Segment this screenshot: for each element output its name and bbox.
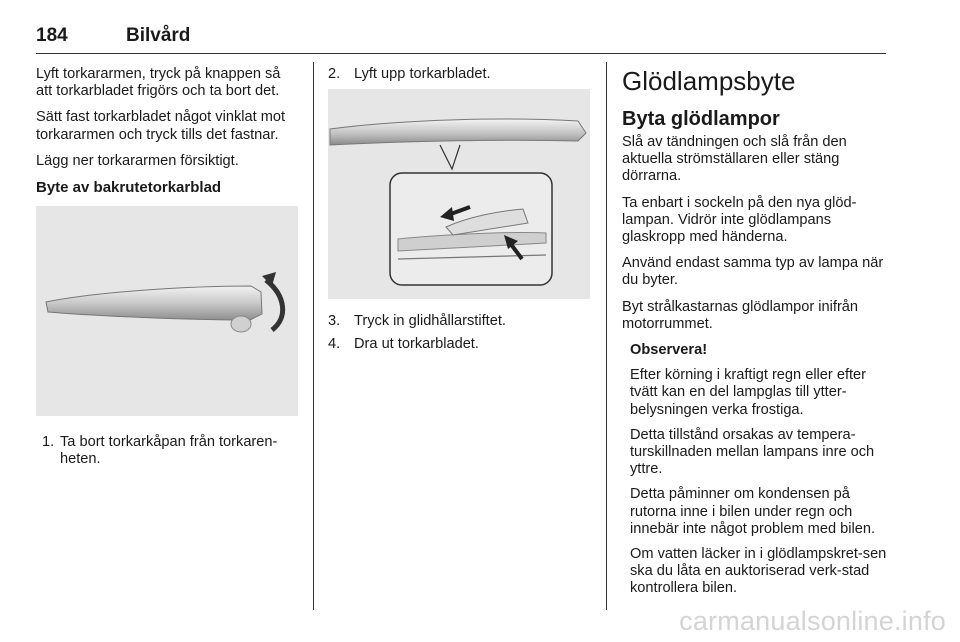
column-divider (313, 62, 314, 610)
step-text: Tryck in glidhållarstiftet. (354, 313, 506, 330)
note-paragraph: Om vatten läcker in i glödlampskret-sen ska du låta en auktoriserad verk-stad kontrollera bilen. (630, 546, 887, 597)
column-3 (622, 66, 888, 606)
column-1 (36, 66, 300, 475)
section-title: Bilvård (126, 25, 191, 46)
rear-wiper-arm-icon (36, 206, 298, 416)
note-paragraph: Efter körning i kraftigt regn eller efter tvätt kan en del lampglas till ytter-belysningen verka frostiga. (630, 367, 867, 418)
step-number: 1. (42, 434, 55, 451)
wiper-blade-illustration (328, 89, 590, 299)
subheading: Byte av bakrutetorkarblad (36, 179, 222, 197)
page-header (36, 25, 886, 55)
paragraph: Byt strålkastarnas glödlampor inifrån motorrummet. (622, 298, 859, 332)
wiper-blade-release-icon (328, 89, 590, 299)
step-item (36, 434, 300, 468)
watermark: carmanualsonline.info (679, 606, 946, 636)
page-number: 184 (36, 25, 68, 46)
paragraph: Sätt fast torkarbladet något vinklat mot torkararmen och tryck tills det fastnar. (36, 109, 286, 143)
note-title: Observera! (630, 342, 708, 359)
section-heading: Byta glödlampor (622, 108, 780, 130)
note-paragraph: Detta tillstånd orsakas av tempera-turskillnaden mellan lampans inre och yttre. (630, 426, 875, 478)
step-text: Ta bort torkarkåpan från torkaren-heten. (60, 434, 278, 468)
note-box (622, 342, 888, 598)
paragraph: Slå av tändningen och slå från den aktuella strömställaren eller stäng dörrarna. (622, 134, 847, 185)
paragraph: Ta enbart i sockeln på den nya glöd-lampan. Vidrör inte glödlampans glaskropp med händerna. (622, 194, 857, 246)
step-item (328, 66, 594, 83)
column-2 (328, 66, 594, 360)
paragraph: Lägg ner torkararmen försiktigt. (36, 152, 239, 169)
step-item (328, 313, 594, 330)
paragraph: Lyft torkararmen, tryck på knappen så att torkarbladet frigörs och ta bort det. (36, 66, 281, 100)
chapter-title: Glödlampsbyte (622, 66, 796, 96)
paragraph: Använd endast samma typ av lampa när du byter. (622, 255, 884, 289)
note-paragraph: Detta påminner om kondensen på rutorna inne i bilen under regn och innebär inte något problem med bilen. (630, 486, 876, 537)
step-number: 4. (328, 336, 341, 353)
step-number: 2. (328, 66, 341, 82)
step-number: 3. (328, 313, 341, 330)
step-text: Dra ut torkarbladet. (354, 336, 479, 353)
column-divider (606, 62, 607, 610)
rear-wiper-illustration (36, 206, 298, 416)
header-rule (36, 53, 886, 54)
step-text: Lyft upp torkarbladet. (354, 66, 491, 82)
step-item (328, 336, 594, 353)
